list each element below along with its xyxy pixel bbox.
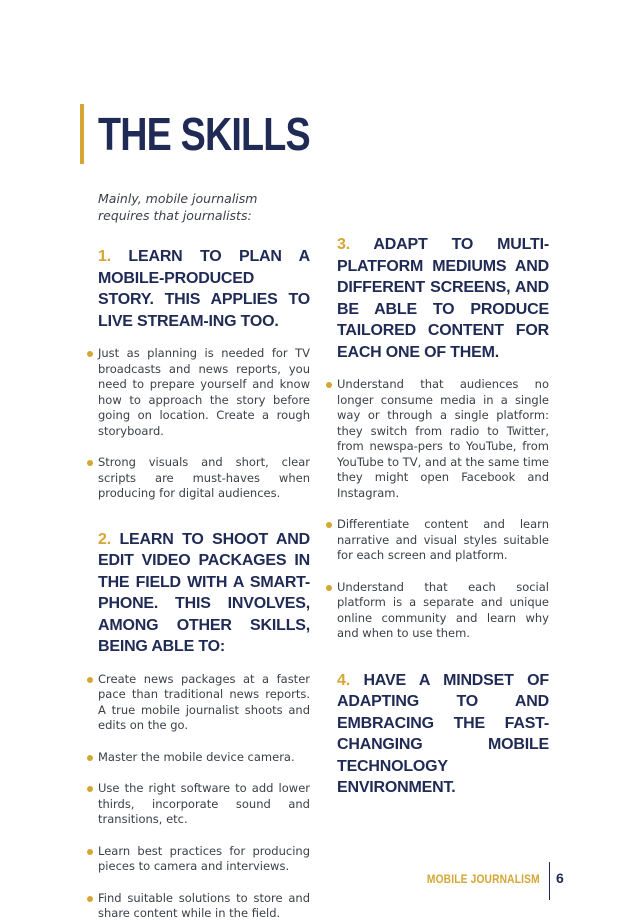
intro-text: Mainly, mobile journalism requires that journalists: [98,191,258,223]
list-item: Differentiate content and learn narrative and visual styles suitable for each screen and platform. [337,517,549,564]
section-1-title: LEARN TO PLAN A MOBILE-PRODUCED STORY. THIS APPLIES TO LIVE STREAM-ING TOO. [98,248,310,330]
list-item: Understand that each social platform is a separate and unique online community and learn why and when to use them. [337,580,549,642]
bullet-dot-icon [87,786,93,792]
section-2-number: 2. [98,530,111,548]
bullet-dot-icon [87,351,93,357]
section-1-heading [98,246,310,332]
section-2-list [98,672,310,922]
bullet-dot-icon [326,522,332,528]
list-item: Understand that audiences no longer consume media in a single way or through a single platform: they switch from radio to Twitter, from newspa-pers to YouTube, from YouTube to TV, and at the same time they might open Facebook and Instagram. [337,377,549,501]
list-item: Find suitable solutions to store and share content while in the field. [98,891,310,922]
section-2-heading [98,529,310,658]
section-4-number: 4. [337,671,350,689]
list-item: Create news packages at a faster pace than traditional news reports. A true mobile journalist shoots and edits on the go. [98,672,310,734]
bullet-dot-icon [326,382,332,388]
section-3-number: 3. [337,236,350,253]
left-column [98,190,310,922]
bullet-dot-icon [87,755,93,761]
page-number: 6 [556,870,564,886]
list-item: Just as planning is needed for TV broadcasts and news reports, you need to prepare yourself and know how to approach the story before going on location. Create a rough storyboard. [98,346,310,439]
footer-divider [549,862,550,900]
list-item: Learn best practices for producing pieces to camera and interviews. [98,844,310,875]
section-3-list [337,377,549,642]
list-item: Master the mobile device camera. [98,750,310,766]
page-title: THE SKILLS [98,108,310,160]
section-3-heading [337,234,549,363]
section-4-heading [337,670,549,799]
section-1-number: 1. [98,248,111,265]
section-2-title: LEARN TO SHOOT AND EDIT VIDEO PACKAGES IN THE FIELD WITH A SMART-PHONE. THIS INVOLVES, AMONG OTHER SKILLS, BEING ABLE TO: [98,530,310,655]
section-1-list [98,346,310,502]
bullet-dot-icon [87,460,93,466]
list-item: Strong visuals and short, clear scripts are must-haves when producing for digital audiences. [98,455,310,502]
right-column [337,234,549,799]
footer-publication-label: MOBILE JOURNALISM [427,872,540,886]
bullet-dot-icon [326,585,332,591]
list-item: Use the right software to add lower thirds, incorporate sound and transitions, etc. [98,781,310,828]
bullet-dot-icon [87,896,93,902]
section-4-title: HAVE A MINDSET OF ADAPTING TO AND EMBRACING THE FAST-CHANGING MOBILE TECHNOLOGY ENVIRONMENT. [337,671,549,796]
bullet-dot-icon [87,849,93,855]
section-3-title: ADAPT TO MULTI-PLATFORM MEDIUMS AND DIFFERENT SCREENS, AND BE ABLE TO PRODUCE TAILORED CONTENT FOR EACH ONE OF THEM. [337,236,549,361]
title-accent-bar [80,104,84,164]
bullet-dot-icon [87,677,93,683]
